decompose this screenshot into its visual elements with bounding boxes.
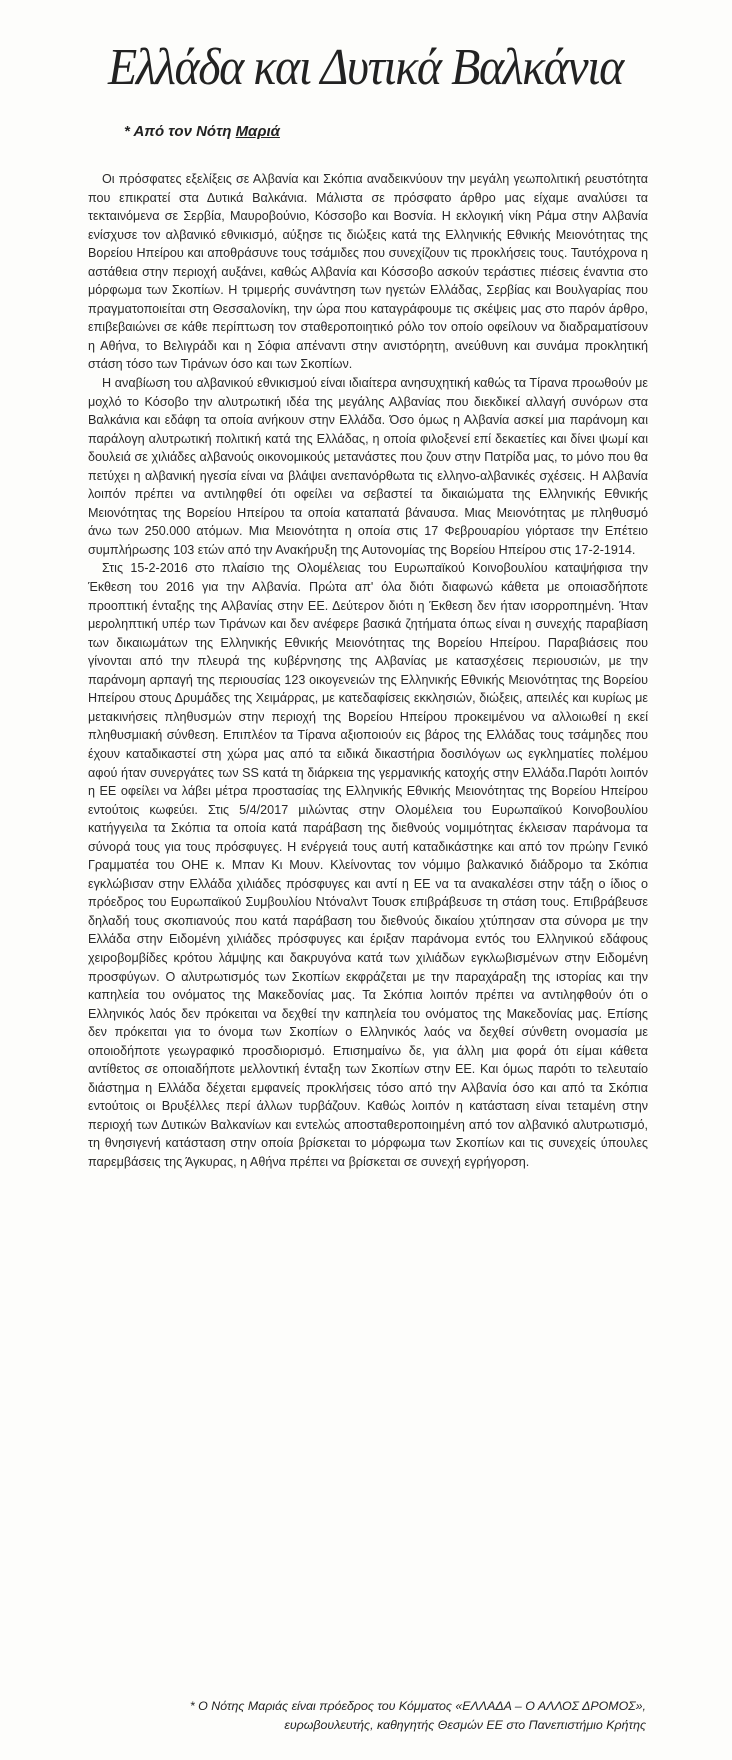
- byline-bullet: *: [124, 123, 130, 140]
- author-footnote: [110, 1697, 646, 1735]
- footnote-line-2: ευρωβουλευτής, καθηγητής Θεσμών ΕΕ στο Πανεπιστήμιο Κρήτης: [284, 1718, 646, 1732]
- article-byline: [124, 123, 280, 140]
- byline-author-surname: Μαριά: [235, 123, 280, 140]
- article-paragraph-1: Οι πρόσφατες εξελίξεις σε Αλβανία και Σκόπια αναδεικνύουν την μεγάλη γεωπολιτική ρευστότητα που επικρατεί στα Δυτικά Βαλκάνια. Μάλιστα σε πρόσφατο άρθρο μας είχαμε αναλύσει τα τεκταινόμενα σε Σερβία, Μαυροβούνιο, Κόσσοβο και Βοσνία. Η εκλογική νίκη Ράμα στην Αλβανία ενίσχυσε τον αλβανικό εθνικισμό, αύξησε τις διώξεις κατά της Ελληνικής Εθνικής Μειονότητας της Βορείου Ηπείρου και αποθράσυνε τους τσάμιδες που συνεχίζουν τις προκλήσεις τους. Ταυτόχρονα η αστάθεια στην περιοχή αυξάνει, καθώς Αλβανία και Κόσσοβο ασκούν τεράστιες πιέσεις έναντια στο μόρφωμα των Σκοπίων. Η τριμερής συνάντηση των ηγετών Ελλάδας, Σερβίας και Βουλγαρίας που πραγματοποιείται στη Θεσσαλονίκη, την ώρα που καταγράφουμε τις σκέψεις μας στο παρόν άρθρο, επιβεβαιώνει σε κάθε περίπτωση τον σταθεροποιητικό ρόλο τον οποίο οφείλουν να διαδραματίσουν η Αθήνα, το Βελιγράδι και η Σόφια απέναντι στην ανιστόρητη, ανεύθυνη και συνάμα προκλητική στάση τόσο των Τιράνων όσο και των Σκοπίων.: [88, 172, 648, 372]
- article-paragraph-3: Στις 15-2-2016 στο πλαίσιο της Ολομέλειας του Ευρωπαϊκού Κοινοβουλίου καταψήφισα την Έκθεση του 2016 για την Αλβανία. Πρώτα απ' όλα διότι διαφωνώ κάθετα με οποιασδήποτε προοπτική ένταξης της Αλβανίας στην ΕΕ. Δεύτερον διότι η Έκθεση δεν ήταν ισορροπημένη. Ήταν μεροληπτική υπέρ των Τιράνων και δεν ανέφερε βασικά ζητήματα όπως είναι η συνεχής παραβίαση των δικαιωμάτων της Ελληνικής Εθνικής Μειονότητας της Βορείου Ηπείρου. Παραβιάσεις που γίνονται από την πλευρά της κυβέρνησης της Αλβανίας με κατασχέσεις περιουσιών, με την παράνομη αρπαγή της περιουσίας 123 οικογενειών της Ελληνικής Εθνικής Μειονότητας της Βορείου Ηπείρου στους Δρυμάδες της Χειμάρρας, με κατεδαφίσεις εκκλησιών, διώξεις, απειλές και κυρίως με μετακινήσεις πληθυσμών στην περιοχή της Βορείου Ηπείρου προκειμένου να αλλοιωθεί η εκεί πληθυσμιακή σύνθεση. Επιπλέον τα Τίρανα αξιοποιούν εις βάρος της Ελλάδας τους τσάμηδες που έχουν καταδικαστεί στη χώρα μας από τα ειδικά δικαστήρια δοσιλόγων ως εγκληματίες πολέμου αφού ήταν συνεργάτες των SS κατά τη διάρκεια της γερμανικής κατοχής στην Ελλάδα.Παρότι λοιπόν η ΕΕ οφείλει να λάβει μέτρα προστασίας της Ελληνικής Εθνικής Μειονότητας της Βορείου Ηπείρου εντούτοις κωφεύει. Στις 5/4/2017 μιλώντας στην Ολομέλεια του Ευρωπαϊκού Κοινοβουλίου κατήγγειλα τα Σκόπια τα οποία κατά παράβαση της διεθνούς νομιμότητας έκλεισαν παράνομα τα σύνορά τους για τους πρόσφυγες. Η ενέργειά τους αυτή καταδικάστηκε και από τον πρώην Γενικό Γραμματέα του ΟΗΕ κ. Μπαν Κι Μουν. Κλείνοντας τον νόμιμο βαλκανικό διάδρομο τα Σκόπια εγκλώβισαν στην Ελλάδα χιλιάδες πρόσφυγες και αντί η ΕΕ να τα ανακαλέσει στην τάξη ο ίδιος ο πρόεδρος του Ευρωπαϊκού Συμβουλίου Ντόναλντ Τουσκ επιβράβευσε τη στάση τους. Επιβράβευσε δηλαδή τους σκοπιανούς που κατά παράβαση του διεθνούς δικαίου χτύπησαν στα σύνορα με την Ελλάδα στην Ειδομένη χιλιάδες πρόσφυγες και έριξαν παράνομα εντός του Ελληνικού εδάφους χειροβομβίδες κρότου λάμψης και δακρυγόνα κατά των χιλιάδων εγκλωβισμένων στην Ειδομένη προσφύγων. Ο αλυτρωτισμός των Σκοπίων εκφράζεται με την παραχάραξη της ιστορίας και την καπηλεία του ονόματος της Μακεδονίας μας. Τα Σκόπια λοιπόν πρέπει να αντιληφθούν ότι ο Ελληνικός λαός δεν πρόκειται να δεχθεί την καπηλεία του ονόματος της Μακεδονίας μας. Επίσης δεν πρόκειται για το όνομα των Σκοπίων ο Ελληνικός λαός να δεχθεί σύνθετη ονομασία με οποιοδήποτε γεωγραφικό προσδιορισμό. Επισημαίνω δε, για άλλη μια φορά ότι είμαι κάθετα αντίθετος σε οποιαδήποτε μελλοντική ένταξη των Σκοπίων στην ΕΕ. Και όμως παρότι το τελευταίο διάστημα η Ελλάδα δέχεται εμφανείς προκλήσεις τόσο από την Αλβανία όσο και από τα Σκόπια εντούτοις οι Βρυξέλλες περί άλλων τυρβάζουν. Καθώς λοιπόν η κατάσταση είναι τεταμένη στην περιοχή των Δυτικών Βαλκανίων και εντελώς αποσταθεροποιημένη από τον αλβανικό αλυτρωτισμό, τη θνησιγενή κατάσταση στην οποία βρίσκεται το μόρφωμα των Σκοπίων και τις συνεχείς ύπουλες παρεμβάσεις της Άγκυρας, η Αθήνα πρέπει να βρίσκεται σε συνεχή εγρήγορση.: [88, 561, 648, 1169]
- byline-prefix: Από τον Νότη: [129, 123, 236, 140]
- article-body: [88, 170, 648, 1172]
- footnote-line-1: * Ο Νότης Μαριάς είναι πρόεδρος του Κόμματος «ΕΛΛΑΔΑ – Ο ΑΛΛΟΣ ΔΡΟΜΟΣ»,: [189, 1699, 646, 1713]
- article-paragraph-2: Η αναβίωση του αλβανικού εθνικισμού είναι ιδιαίτερα ανησυχητική καθώς τα Τίρανα προωθούν με μοχλό το Κόσοβο την αλυτρωτική ιδέα της μεγάλης Αλβανίας που διεκδικεί αλλαγή συνόρων στα Βαλκάνια και εδάφη τα οποία ανήκουν στην Ελλάδα. Όσο όμως η Αλβανία ασκεί μια παράνομη και παράλογη αλυτρωτική πολιτική κατά της Ελλάδας, η οποία φιλοξενεί επί δεκαετίες και δίνει ψωμί και δουλειά σε χιλιάδες αλβανούς οικονομικούς μετανάστες που ζουν στην Πατρίδα μας, το μόνο που θα πετύχει η αλβανική ηγεσία είναι να βλάψει ανεπανόρθωτα τις ελληνο-αλβανικές σχέσεις. Η Αλβανία λοιπόν πρέπει να αντιληφθεί ότι οφείλει να σεβαστεί τα δικαιώματα της Ελληνικής Εθνικής Μειονότητας της Βορείου Ηπείρου τα οποία καταπατά βάναυσα. Μιας Μειονότητας με πληθυσμό άνω των 250.000 ατόμων. Μια Μειονότητα η οποία στις 17 Φεβρουαρίου γιόρτασε την Επέτειο συμπλήρωσης 103 ετών από την Ανακήρυξη της Αυτονομίας της Βορείου Ηπείρου στις 17-2-1914.: [88, 376, 648, 557]
- article-headline: Ελλάδα και Δυτικά Βαλκάνια: [108, 39, 623, 96]
